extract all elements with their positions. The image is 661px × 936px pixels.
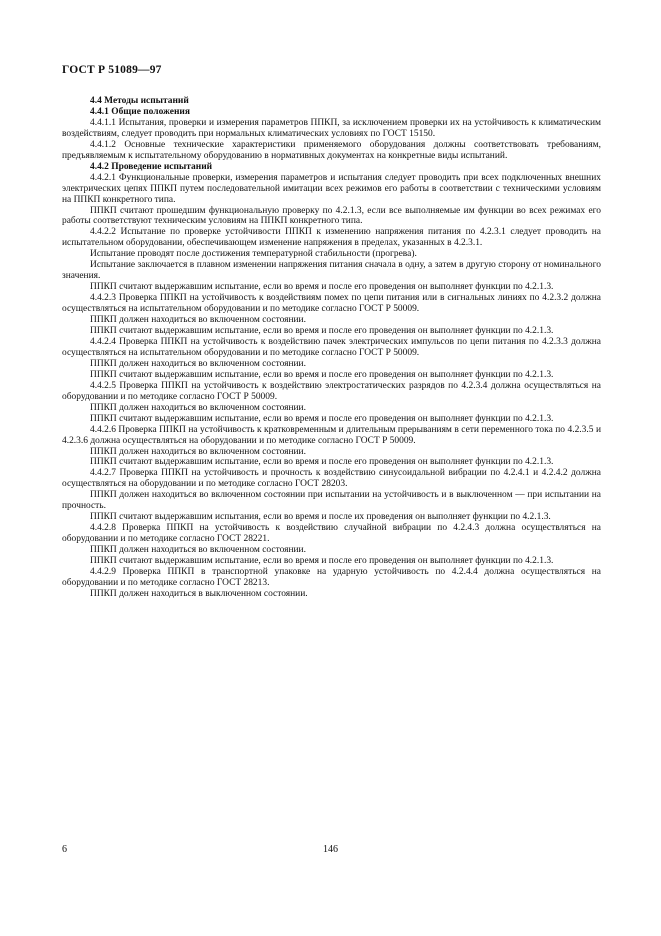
paragraph: 4.4.2.3 Проверка ППКП на устойчивость к воздействиям помех по цепи питания или в сигнальных линиях по 4.2.3.2 должна осуществляться на испытательном оборудовании и по методике согласно ГОСТ Р 50009. [62,293,601,315]
paragraph: ППКП должен находиться во включенном состоянии. [90,402,306,413]
paragraph: ППКП считают выдержавшим испытание, если во время и после его проведения он выполняет функции по 4.2.1.3. [90,282,554,293]
paragraph: Испытание проводят после достижения температурной стабильности (прогрева). [90,249,417,260]
paragraph: 4.4.2.4 Проверка ППКП на устойчивость к воздействию пачек электрических импульсов по цепи питания по 4.2.3.3 должна осуществляться на испытательном оборудовании и по методике согласно ГОСТ Р 50009. [62,336,601,358]
paragraph: 4.4.2.5 Проверка ППКП на устойчивость к воздействию электростатических разрядов по 4.2.3.4 должна осуществляться на оборудовании и по методике согласно ГОСТ Р 50009. [62,380,601,402]
paragraph: ППКП считают выдержавшим испытание, если во время и после его проведения он выполняет функции по 4.2.1.3. [90,369,554,380]
document-header: ГОСТ Р 51089—97 [62,64,162,76]
paragraph: 4.4.2.7 Проверка ППКП на устойчивость и прочность к воздействию синусоидальной вибрации по 4.2.4.1 и 4.2.4.2 должна осуществляться на оборудовании и по методике согласно ГОСТ 28203. [62,468,601,490]
paragraph: ППКП считают выдержавшим испытание, если во время и после его проведения он выполняет функции по 4.2.1.3. [90,413,554,424]
section-heading: 4.4.2 Проведение испытаний [90,161,213,172]
document-body [62,96,601,600]
paragraph: ППКП считают выдержавшим испытание, если во время и после его проведения он выполняет функции по 4.2.1.3. [90,556,554,567]
paragraph: ППКП должен находиться во включенном состоянии. [90,446,306,457]
paragraph: ППКП должен находиться в выключенном состоянии. [90,588,308,599]
paragraph: 4.4.1.1 Испытания, проверки и измерения параметров ППКП, за исключением проверки их на устойчивость к климатическим воздействиям, следует проводить при нормальных климатических условиях по ГОСТ 15150. [62,117,601,139]
paragraph: 4.4.2.9 Проверка ППКП в транспортной упаковке на ударную устойчивость по 4.2.4.4 должна осуществляться на оборудовании и по методике согласно ГОСТ 28213. [62,566,601,588]
paragraph: ППКП должен находиться во включенном состоянии. [90,545,306,556]
paragraph: ППКП считают прошедшим функциональную проверку по 4.2.1.3, если все выполняемые им функции во всех режимах его работы соответствуют техническим условиям на ППКП конкретного типа. [62,205,601,227]
page-number-local: 6 [62,844,67,855]
paragraph: ППКП должен находиться во включенном состоянии при испытании на устойчивость и в выключенном — при испытании на прочность. [62,490,601,512]
section-heading: 4.4 Методы испытаний [90,96,189,106]
paragraph: ППКП должен находиться во включенном состоянии. [90,315,306,326]
paragraph: ППКП считают выдержавшим испытания, если во время и после их проведения он выполняет функции по 4.2.1.3. [90,512,551,523]
section-heading: 4.4.1 Общие положения [90,106,190,117]
page-number-global: 146 [323,844,338,855]
paragraph: ППКП должен находиться во включенном состоянии. [90,358,306,369]
paragraph: ППКП считают выдержавшим испытание, если во время и после его проведения он выполняет функции по 4.2.1.3. [90,326,554,337]
paragraph: 4.4.2.6 Проверка ППКП на устойчивость к кратковременным и длительным прерываниям в сети переменного тока по 4.2.3.5 и 4.2.3.6 должна осуществляться на оборудовании и по методике согласно ГОСТ Р 50009. [62,424,601,446]
paragraph: 4.4.2.1 Функциональные проверки, измерения параметров и испытания следует проводить при всех подключенных внешних электрических цепях ППКП путем последовательной имитации всех режимов его работы в соответствии с техническими условиям на ППКП конкретного типа. [62,172,601,205]
paragraph: 4.4.1.2 Основные технические характеристики применяемого оборудования должны соответствовать требованиям, предъявляемым к испытательному оборудованию в нормативных документах на конкретные виды испытаний. [62,139,601,161]
paragraph: Испытание заключается в плавном изменении напряжения питания сначала в одну, а затем в другую сторону от номинального значения. [62,260,601,282]
paragraph: 4.4.2.8 Проверка ППКП на устойчивость к воздействию случайной вибрации по 4.2.4.3 должна осуществляться на оборудовании и по методике согласно ГОСТ 28221. [62,523,601,545]
paragraph: ППКП считают выдержавшим испытание, если во время и после его проведения он выполняет функции по 4.2.1.3. [90,457,554,468]
paragraph: 4.4.2.2 Испытание по проверке устойчивости ППКП к изменению напряжения питания по 4.2.3.1 следует проводить на испытательном оборудовании, обеспечивающем изменение напряжения в пределах, указанных в 4.2.3.1. [62,227,601,249]
